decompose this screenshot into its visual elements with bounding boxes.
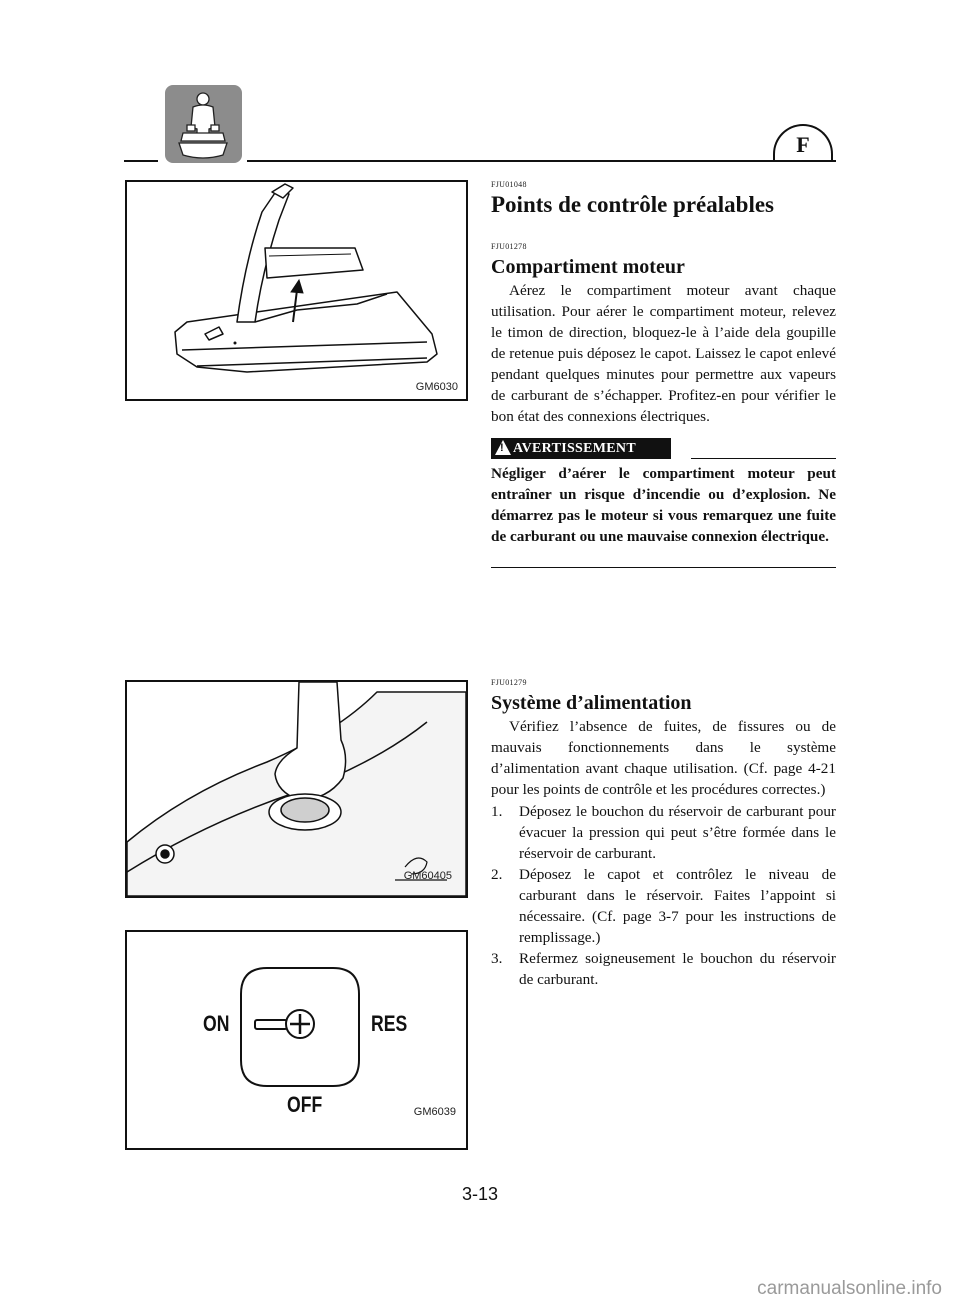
warning-label: [491, 438, 671, 459]
figure-code: GM6039: [413, 1106, 456, 1118]
warning-text: Négliger d’aérer le compartiment moteur peut entraîner un risque d’incendie ou d’explosion. Ne démarrez pas le moteur si vous remarquez une fuite de carburant ou une mauvaise connexion électrique.: [491, 465, 836, 545]
warning-bottom-rule: [491, 567, 836, 568]
language-badge: F: [773, 124, 833, 160]
warning-label-text: AVERTISSEMENT: [513, 441, 636, 456]
figure-code: GM6030: [415, 381, 458, 393]
watercraft-illustration: [127, 182, 466, 399]
list-number: 1.: [491, 803, 503, 820]
figure-engine-compartment: [125, 180, 468, 401]
list-item: [491, 801, 836, 864]
valve-label-res: RES: [371, 1011, 408, 1036]
page-title: Points de contrôle préalables: [491, 192, 774, 217]
section-body: Vérifiez l’absence de fuites, de fissures ou de mauvais fonctionnements dans le système d’alimentation avant chaque utilisation. (Cf. page 4-21 pour les points de contrôle et les procédures correctes.): [491, 718, 836, 798]
section-tab-badge: [165, 85, 242, 163]
list-number: 3.: [491, 950, 503, 967]
section-code: FJU01278: [491, 242, 527, 251]
section-heading: Compartiment moteur: [491, 256, 685, 278]
section-code: FJU01279: [491, 678, 527, 687]
section-code: FJU01048: [491, 180, 527, 189]
personal-watercraft-rider-icon: [165, 85, 242, 163]
section-body: Aérez le compartiment moteur avant chaque utilisation. Pour aérer le compartiment moteur, relevez le timon de direction, bloquez-le à l’aide dela goupille de retenue puis déposez le capot. Laissez le capot enlevé pendant quelques minutes pour permettre aux vapeurs de carburant de s’échapper. Profitez-en pour vérifier le bon état des connexions électriques.: [491, 282, 836, 425]
valve-label-on: ON: [203, 1011, 230, 1036]
fuel-cap-illustration: [127, 682, 466, 896]
list-text: Refermez soigneusement le bouchon du réservoir de carburant.: [519, 950, 836, 988]
warning-header: [491, 438, 836, 460]
exclamation-icon: !: [500, 442, 504, 454]
list-item: [491, 948, 836, 990]
warning-rule: [691, 458, 836, 459]
section-heading: Système d’alimentation: [491, 692, 692, 714]
procedure-list: [491, 801, 836, 990]
list-item: [491, 864, 836, 948]
watermark: carmanualsonline.info: [757, 1278, 942, 1299]
figure-fuel-valve: [125, 930, 468, 1150]
figure-fuel-cap: [125, 680, 468, 898]
list-text: Déposez le bouchon du réservoir de carburant pour évacuer la pression qui peut s’être formée dans le réservoir de carburant.: [519, 803, 836, 862]
header-rule-left: [124, 160, 158, 162]
page-number: 3-13: [461, 1184, 499, 1204]
list-text: Déposez le capot et contrôlez le niveau de carburant dans le réservoir. Faites l’appoint si nécessaire. (Cf. page 3-7 pour les instructions de remplissage.): [519, 866, 836, 946]
list-number: 2.: [491, 866, 503, 883]
header-rule-right: [247, 160, 836, 162]
valve-label-off: OFF: [287, 1092, 323, 1117]
figure-code: GM60405: [403, 870, 452, 882]
